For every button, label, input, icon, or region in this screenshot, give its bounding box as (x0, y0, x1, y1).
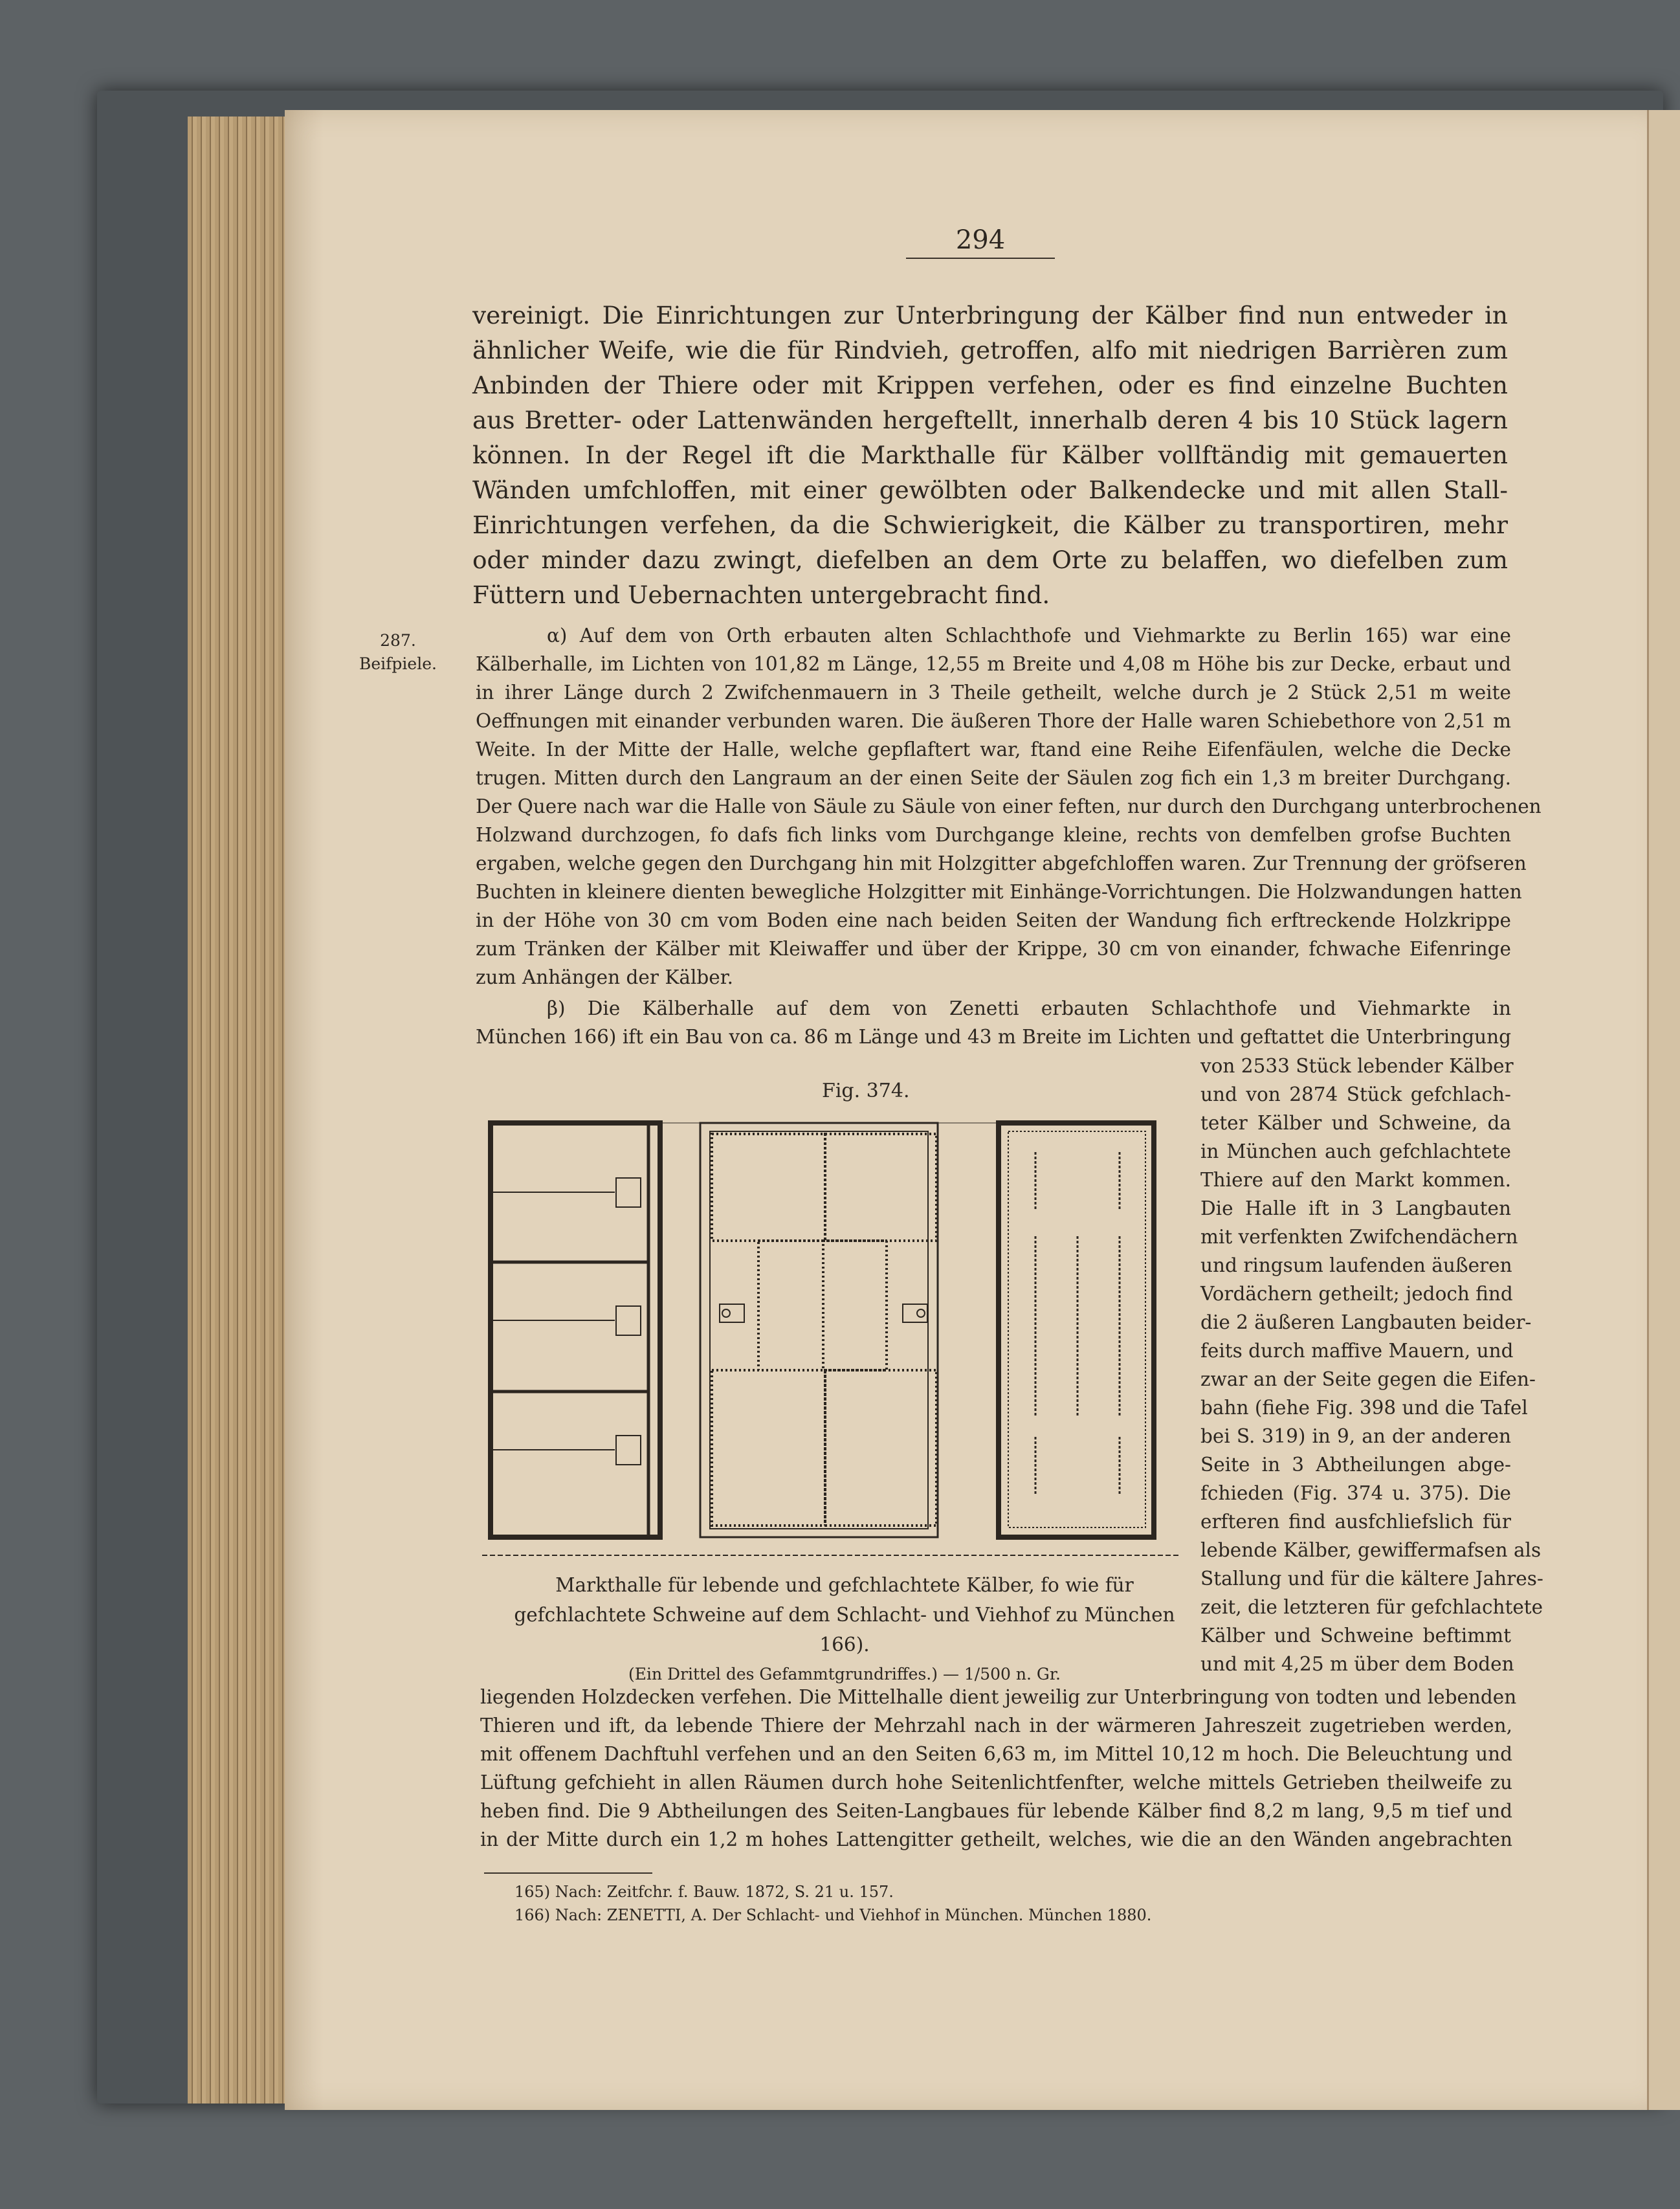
text-line: mit offenem Dachftuhl verfehen und an den Seiten 6,63 m, im Mittel 10,12 m hoch. Die Beleuchtung und (480, 1743, 1512, 1765)
page-number: 294 (906, 225, 1055, 259)
text-line: und mit 4,25 m über dem Boden (1200, 1653, 1514, 1675)
text-line: oder minder dazu zwingt, diefelben an dem Orte zu belaffen, wo diefelben zum (472, 546, 1508, 574)
bottom-paragraph (480, 1683, 1517, 1854)
scale-note: (Ein Drittel des Gefammtgrundriffes.) — 1/500 n. Gr. (628, 1665, 1061, 1683)
text-line: α) Auf dem von Orth erbauten alten Schlachthofe und Viehmarkte zu Berlin 165) war eine (547, 625, 1511, 647)
text-line: ergaben, welche gegen den Durchgang hin mit Holzgitter abgefchloffen waren. Zur Trennung der gröfseren (476, 852, 1527, 874)
text-line: Kälberhalle, im Lichten von 101,82 m Länge, 12,55 m Breite und 4,08 m Höhe bis zur Decke, erbaut und (476, 653, 1511, 675)
scale-machine-right (903, 1304, 927, 1322)
text-line: ähnlicher Weife, wie die für Rindvieh, getroffen, alfo mit niedrigen Barrièren zum (472, 336, 1508, 364)
text-line: zwar an der Seite gegen die Eifen- (1200, 1368, 1536, 1390)
text-line: und ringsum laufenden äußeren (1200, 1254, 1512, 1276)
caption-line: Markthalle für lebende und gefchlachtete Kälber, fo wie für (555, 1574, 1134, 1596)
text-line: aus Bretter- oder Lattenwänden hergeftellt, innerhalb deren 4 bis 10 Stück lagern (472, 406, 1508, 434)
text-line: feits durch maffive Mauern, und (1200, 1340, 1514, 1362)
text-line: liegenden Holzdecken verfehen. Die Mittelhalle dient jeweilig zur Unterbringung von todten und lebenden (480, 1686, 1517, 1708)
intro-paragraph (472, 298, 1508, 612)
margin-note (349, 629, 447, 676)
text-line: Oeffnungen mit einander verbunden waren. Die äußeren Thore der Halle waren Schiebethore von 2,51 m (476, 710, 1511, 732)
text-line: von 2533 Stück lebender Kälber (1200, 1055, 1514, 1077)
text-line: und von 2874 Stück gefchlach- (1200, 1083, 1511, 1105)
footnote-rule (484, 1872, 652, 1874)
text-line: fchieden (Fig. 374 u. 375). Die (1200, 1482, 1511, 1504)
floor-plan-figure (479, 1113, 1184, 1560)
beta-paragraph (476, 994, 1511, 1051)
text-line: Vordächern getheilt; jedoch find (1200, 1283, 1513, 1305)
text-line: München 166) ift ein Bau von ca. 86 m Länge und 43 m Breite im Lichten und geftattet die Unterbringung (476, 1026, 1511, 1048)
margin-note-number: 287. (380, 631, 416, 650)
margin-note-label: Beifpiele. (359, 654, 437, 673)
text-line: Thieren und ift, da lebende Thiere der Mehrzahl nach in der wärmeren Jahreszeit zugetrieben werden, (480, 1715, 1512, 1737)
footnotes (514, 1880, 1356, 1927)
right-hall-outline (999, 1123, 1154, 1537)
text-line: lebende Kälber, gewiffermafsen als (1200, 1539, 1542, 1561)
text-line: Füttern und Uebernachten untergebracht find. (472, 581, 1050, 609)
text-line: Seite in 3 Abtheilungen abge- (1200, 1454, 1511, 1476)
text-line: vereinigt. Die Einrichtungen zur Unterbringung der Kälber find nun entweder in (472, 301, 1508, 329)
text-line: Die Halle ift in 3 Langbauten (1200, 1197, 1511, 1219)
facing-page-edge (1647, 110, 1680, 2110)
text-line: in der Höhe von 30 cm vom Boden eine nach beiden Seiten der Wandung fich erftreckende Holzkrippe (476, 909, 1511, 931)
text-line: Lüftung gefchieht in allen Räumen durch hohe Seitenlichtfenfter, welche mittels Getrieben theilweife zu (480, 1771, 1512, 1793)
footnote: 165) Nach: Zeitfchr. f. Bauw. 1872, S. 21 u. 157. (514, 1883, 894, 1901)
text-line: erfteren find ausfchliefslich für (1200, 1511, 1511, 1533)
text-line: Wänden umfchloffen, mit einer gewölbten oder Balkendecke und mit allen Stall- (472, 476, 1508, 504)
text-line: Buchten in kleinere dienten bewegliche Holzgitter mit Einhänge-Vorrichtungen. Die Holzwandungen hatten (476, 881, 1522, 903)
text-line: in der Mitte durch ein 1,2 m hohes Lattengitter getheilt, welches, wie die an den Wänden angebrachten (480, 1828, 1512, 1850)
text-line: Einrichtungen verfehen, da die Schwierigkeit, die Kälber zu transportiren, mehr (472, 511, 1508, 539)
middle-hall-outline (700, 1123, 938, 1537)
text-line: trugen. Mitten durch den Langraum an der einen Seite der Säulen zog fich ein 1,3 m breiter Durchgang. (476, 767, 1511, 789)
text-line: teter Kälber und Schweine, da (1200, 1112, 1511, 1134)
text-line: Stallung und für die kältere Jahres- (1200, 1568, 1543, 1590)
text-line: β) Die Kälberhalle auf dem von Zenetti erbauten Schlachthofe und Viehmarkte in (547, 997, 1511, 1019)
text-line: Anbinden der Thiere oder mit Krippen verfehen, oder es find einzelne Buchten (472, 371, 1508, 399)
text-line: bahn (fiehe Fig. 398 und die Tafel (1200, 1397, 1528, 1419)
text-line: Der Quere nach war die Halle von Säule zu Säule von einer feften, nur durch den Durchgang unterbrochenen (476, 795, 1542, 817)
text-line: in ihrer Länge durch 2 Zwifchenmauern in 3 Theile getheilt, welche durch je 2 Stück 2,51 m weite (476, 682, 1511, 704)
text-line: Kälber und Schweine beftimmt (1200, 1625, 1511, 1647)
figure-caption (492, 1570, 1197, 1689)
caption-line: gefchlachtete Schweine auf dem Schlacht- und Viehhof zu München 166). (514, 1604, 1175, 1656)
text-line: die 2 äußeren Langbauten beider- (1200, 1311, 1532, 1333)
text-line: Thiere auf den Markt kommen. (1200, 1169, 1511, 1191)
text-line: heben find. Die 9 Abtheilungen des Seiten-Langbaues für lebende Kälber find 8,2 m lang, 9,5 m tief und (480, 1800, 1512, 1822)
alpha-paragraph (476, 621, 1542, 992)
scale-machine-left (720, 1304, 744, 1322)
figure-label: Fig. 374. (822, 1080, 910, 1102)
text-line: zum Tränken der Kälber mit Kleiwaffer und über der Krippe, 30 cm von einander, fchwache Eifenringe (476, 938, 1511, 960)
text-line: in München auch gefchlachtete (1200, 1140, 1511, 1162)
text-line: bei S. 319) in 9, an der anderen (1200, 1425, 1511, 1447)
footnote: 166) Nach: ZENETTI, A. Der Schlacht- und Viehhof in München. München 1880. (514, 1906, 1152, 1924)
text-line: Weite. In der Mitte der Halle, welche gepflaftert war, ftand eine Reihe Eifenfäulen, welche die Decke (476, 738, 1511, 760)
text-line: zum Anhängen der Kälber. (476, 966, 733, 988)
text-line: können. In der Regel ift die Markthalle für Kälber vollftändig mit gemauerten (472, 441, 1508, 469)
right-column-text (1200, 1052, 1543, 1678)
page-edges (188, 117, 291, 2104)
text-line: mit verfenkten Zwifchendächern (1200, 1226, 1518, 1248)
text-line: Holzwand durchzogen, fo dafs fich links vom Durchgange kleine, rechts von demfelben grofse Buchten (476, 824, 1511, 846)
text-line: zeit, die letzteren für gefchlachtete (1200, 1596, 1543, 1618)
